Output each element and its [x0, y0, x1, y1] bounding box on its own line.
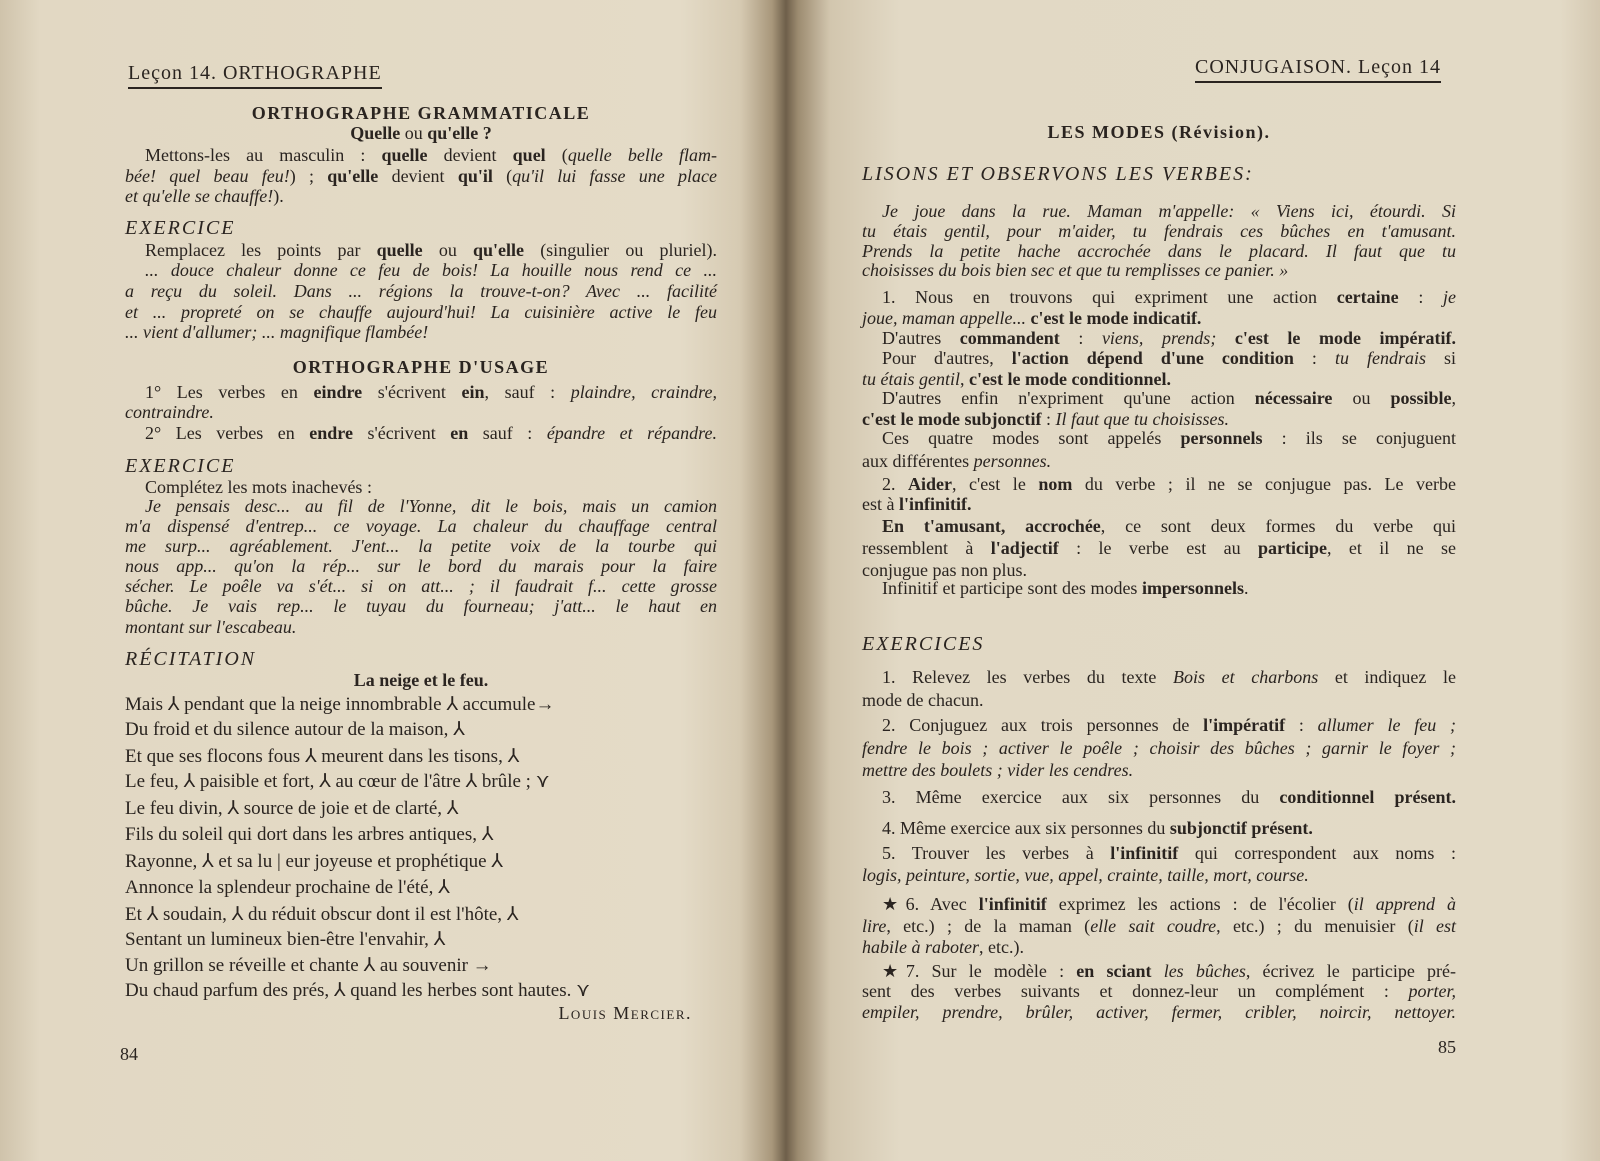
left-text-line [125, 280, 717, 302]
right-text-line [862, 121, 1456, 143]
text-run: l'action dépend d'une condition [1011, 348, 1294, 368]
text-run: Quelle [350, 123, 401, 143]
text-run: nous app... qu'on la rép... sur le bord du marais pour la faire [125, 556, 717, 576]
text-run: quelle [381, 145, 428, 165]
text-run: Le feu divin, ⅄ source de joie et de clarté, ⅄ [125, 798, 459, 819]
right-page-number: 85 [1438, 1037, 1456, 1057]
text-run: eindre [313, 382, 363, 402]
text-run: l'adjectif [990, 538, 1059, 558]
left-text-line [125, 929, 717, 951]
text-run: EXERCICE [125, 217, 236, 239]
left-text-line [125, 239, 717, 261]
text-run: possible [1390, 388, 1452, 408]
right-text-line [862, 327, 1456, 349]
text-run: devient [427, 145, 513, 165]
text-run: ( [492, 166, 513, 186]
text-run: D'autres enfin n'expriment qu'une action [882, 388, 1255, 408]
text-run: qu'elle [473, 240, 525, 260]
text-run: , ce sont deux formes du verbe qui [1100, 516, 1456, 536]
left-text-line [125, 669, 717, 691]
text-run: aux différentes [862, 451, 974, 471]
left-text-line [125, 495, 717, 517]
text-run: 2. [882, 474, 909, 494]
text-run: Infinitif et participe sont des modes [882, 578, 1142, 598]
left-text-line [125, 102, 717, 124]
text-run: , sauf : [484, 382, 571, 402]
text-run: qu'il lui fasse une place [512, 166, 717, 186]
left-text-line [125, 401, 717, 423]
text-run: ou [400, 123, 428, 143]
text-run: , écrivez le participe pré- [1245, 961, 1457, 981]
left-text-line [125, 1002, 717, 1024]
left-text-line [125, 217, 717, 239]
left-text-line [125, 185, 717, 207]
text-run: : [1041, 409, 1056, 429]
left-text-line [125, 356, 717, 378]
text-run: Rayonne, ⅄ et sa lu | eur joyeuse et prophétique ⅄ [125, 851, 503, 872]
text-run: D'autres [882, 328, 960, 348]
text-run: a reçu du soleil. Dans ... régions la trouve-t-on? Avec ... facilité [125, 281, 717, 301]
text-run: , [960, 369, 969, 389]
text-run: mettre des boulets ; vider les cendres. [862, 760, 1134, 780]
text-run: ORTHOGRAPHE D'USAGE [292, 357, 550, 377]
text-run: 4. Même exercice aux six personnes du [882, 818, 1170, 838]
text-run: RÉCITATION [125, 648, 257, 670]
left-text-line [125, 980, 717, 1002]
text-run: m'a dispensé d'entrep... ce voyage. La chaleur du chauffage central [125, 516, 717, 536]
left-text-line [125, 746, 717, 768]
text-run: exprimez les actions : de l'écolier ( [1046, 894, 1354, 914]
text-run: si [1425, 348, 1456, 368]
text-run: Pour d'autres, [882, 348, 1012, 368]
text-run: les bûches [1163, 961, 1246, 981]
text-run: s'écrivent [362, 382, 462, 402]
left-text-line [125, 955, 717, 977]
text-run: Annonce la splendeur prochaine de l'été, ⅄ [125, 877, 450, 898]
right-text-line [862, 537, 1456, 559]
left-text-line [125, 122, 717, 144]
right-text-line [862, 737, 1456, 759]
text-run: en [450, 423, 469, 443]
right-text-line [862, 759, 1456, 781]
right-text-line [862, 842, 1456, 864]
text-run: il est [1413, 916, 1457, 936]
right-text-line [862, 286, 1456, 308]
text-run: , [1451, 388, 1457, 408]
right-text-line [862, 817, 1456, 839]
text-run: du verbe ; il ne se conjugue pas. Le verbe [1072, 474, 1457, 494]
text-run: l'infinitif. [898, 494, 972, 514]
text-run: LES MODES (Révision). [1047, 122, 1271, 142]
text-run: Du chaud parfum des prés, ⅄ quand les herbes sont hautes. ⋎ [125, 980, 591, 1001]
text-run: 1. Relevez les verbes du texte [882, 667, 1174, 687]
text-run: ★6. Avec [882, 894, 979, 914]
right-page-header: CONJUGAISON. Leçon 14 [1195, 56, 1441, 83]
right-text-line [862, 473, 1456, 495]
right-text-line [862, 220, 1456, 242]
text-run: elle sait coudre [1090, 916, 1217, 936]
text-run: 2° Les verbes en [145, 423, 310, 443]
text-run: il apprend à [1353, 894, 1456, 914]
text-run: impersonnels [1141, 578, 1244, 598]
text-run: ou [1332, 388, 1391, 408]
text-run: : [1398, 287, 1443, 307]
left-text-line [125, 165, 717, 187]
text-run: certaine [1336, 287, 1399, 307]
text-run: s'écrivent [352, 423, 451, 443]
text-run: ressemblent à [862, 538, 991, 558]
text-run: ou [422, 240, 473, 260]
text-run: Il faut que tu choisisses. [1055, 409, 1229, 429]
text-run: habile à raboter [862, 937, 979, 957]
text-run: En t'amusant, accrochée [882, 516, 1101, 536]
text-run: commandent [959, 328, 1060, 348]
text-run: l'impératif [1203, 715, 1286, 735]
text-run: Mettons-les au masculin : [145, 145, 382, 165]
right-text-line [862, 515, 1456, 537]
text-run: bée! quel beau feu! [125, 166, 290, 186]
left-text-line [125, 555, 717, 577]
text-run: Mais ⅄ pendant que la neige innombrable ⅄ accumule→ [125, 694, 555, 715]
right-text-line [862, 915, 1456, 937]
text-run: devient [378, 166, 458, 186]
text-run: Louis Mercier. [558, 1003, 692, 1023]
right-text-line [862, 689, 1456, 711]
left-text-line [125, 144, 717, 166]
text-run: qu'elle [327, 166, 379, 186]
text-run: sent des verbes suivants et donnez-leur un complément : [862, 981, 1409, 1001]
left-text-line [125, 616, 717, 638]
left-page-header: Leçon 14. ORTHOGRAPHE [128, 62, 382, 89]
text-run: en sciant [1076, 961, 1152, 981]
text-run: Remplacez les points par [145, 240, 377, 260]
right-text-line [862, 259, 1456, 281]
text-run: Je joue dans la rue. Maman m'appelle: « Viens ici, étourdi. Si [882, 201, 1456, 221]
right-text-line [862, 864, 1456, 886]
text-run: Sentant un lumineux bien-être l'envahir, ⅄ [125, 929, 446, 950]
text-run: quel [512, 145, 546, 165]
text-run: ★7. Sur le modèle : [882, 961, 1077, 981]
text-run: l'infinitif [1110, 843, 1179, 863]
text-run: Un grillon se réveille et chante ⅄ au souvenir → [125, 955, 492, 976]
right-text-line [862, 1001, 1456, 1023]
text-run: porter, [1408, 981, 1456, 1001]
text-run: Prends la petite hache accrochée dans le placard. Il faut que tu [862, 241, 1456, 261]
text-run: . [1243, 578, 1249, 598]
right-text-line [862, 714, 1456, 736]
text-run: et indiquez le [1318, 667, 1456, 687]
text-run: et qu'elle se chauffe! [125, 186, 274, 206]
right-text-line [862, 450, 1456, 472]
text-run: quelle [376, 240, 423, 260]
left-page [125, 0, 717, 1161]
text-run: : [1285, 715, 1318, 735]
right-text-line [862, 633, 1456, 655]
text-run: 1° Les verbes en [145, 382, 314, 402]
left-text-line [125, 719, 717, 741]
text-run: , etc.) ; du menuisier ( [1216, 916, 1414, 936]
text-run: endre [309, 423, 353, 443]
right-text-line [862, 347, 1456, 369]
left-text-line [125, 694, 717, 716]
right-text-line [862, 163, 1456, 185]
text-run: tu étais gentil, pour m'aider, tu fendrais ces bûches en t'amusant. [862, 221, 1456, 241]
text-run: sécher. Le poêle va s'ét... si on att... ; il faudrait f... cette grosse [125, 576, 717, 596]
right-text-line [862, 936, 1456, 958]
right-text-line [862, 786, 1456, 808]
text-run: , c'est le [952, 474, 1039, 494]
text-run: , et il ne se [1326, 538, 1456, 558]
text-run: ein [461, 382, 485, 402]
text-run: tu étais gentil [862, 369, 960, 389]
left-text-line [125, 798, 717, 820]
right-text-line [862, 893, 1456, 915]
text-run: est à [862, 494, 899, 514]
text-run: La neige et le feu. [353, 670, 489, 690]
text-run: tu fendrais [1334, 348, 1426, 368]
text-run: 3. Même exercice aux six personnes du [882, 787, 1280, 807]
text-run: Et que ses flocons fous ⅄ meurent dans les tisons, ⅄ [125, 746, 520, 767]
text-run: empiler, prendre, brûler, activer, fermer, cribler, noircir, nettoyer. [862, 1002, 1456, 1022]
text-run: c'est le mode conditionnel. [969, 369, 1171, 389]
text-run: quelle belle flam- [567, 145, 718, 165]
text-run: 2. Conjuguez aux trois personnes de [882, 715, 1204, 735]
right-text-line [862, 200, 1456, 222]
text-run: EXERCICES [862, 633, 985, 655]
text-run: 1. Nous en trouvons qui expriment une action [882, 287, 1337, 307]
left-text-line [125, 381, 717, 403]
text-run [1151, 961, 1163, 981]
text-run: c'est le mode indicatif. [1025, 308, 1202, 328]
text-run: contraindre. [125, 402, 214, 422]
text-run: et ... propreté on se chauffe aujourd'hui! La cuisinière active le feu [125, 302, 717, 322]
left-text-line [125, 824, 717, 846]
left-text-line [125, 515, 717, 537]
text-run: Aider [908, 474, 953, 494]
text-run: conjugue pas non plus. [862, 560, 1027, 580]
text-run: EXERCICE [125, 455, 236, 477]
text-run: qu'il [457, 166, 493, 186]
text-run: : le verbe est au [1058, 538, 1258, 558]
text-run: : [1293, 348, 1335, 368]
left-text-line [125, 321, 717, 343]
text-run: Complétez les mots inachevés : [145, 477, 372, 497]
text-run: c'est le mode subjonctif [862, 409, 1042, 429]
text-run: sauf : [468, 423, 547, 443]
left-text-line [125, 904, 717, 926]
text-run: logis, peinture, sortie, vue, appel, crainte, taille, mort, course. [862, 865, 1309, 885]
text-run: Le feu, ⅄ paisible et fort, ⅄ au cœur de l'âtre ⅄ brûle ; ⋎ [125, 771, 550, 792]
right-text-line [862, 427, 1456, 449]
left-text-line [125, 771, 717, 793]
text-run: ... vient d'allumer; ... magnifique flambée! [125, 322, 429, 342]
text-run: l'infinitif [978, 894, 1047, 914]
text-run: : ils se conjuguent [1262, 428, 1456, 448]
text-run: joue, maman appelle... [862, 308, 1026, 328]
text-run: Bois et charbons [1173, 667, 1319, 687]
text-run: lire [862, 916, 887, 936]
text-run: participe [1257, 538, 1327, 558]
left-text-line [125, 455, 717, 477]
right-text-line [862, 666, 1456, 688]
left-text-line [125, 595, 717, 617]
text-run: ) ; [289, 166, 328, 186]
text-run: épandre et répandre. [546, 423, 717, 443]
text-run: subjonctif présent. [1169, 818, 1313, 838]
left-page-number: 84 [120, 1044, 138, 1064]
text-run: (singulier ou pluriel). [524, 240, 717, 260]
text-run: 5. Trouver les verbes à [882, 843, 1111, 863]
text-run: qu'elle ? [427, 123, 492, 143]
text-run: choisisses du bois bien sec et que tu remplisses ce panier. » [862, 260, 1289, 280]
left-text-line [125, 575, 717, 597]
right-text-line [862, 387, 1456, 409]
left-text-line [125, 301, 717, 323]
right-page [862, 0, 1456, 1161]
text-run: ORTHOGRAPHE GRAMMATICALE [251, 103, 591, 123]
left-text-line [125, 535, 717, 557]
text-run: qui correspondent aux noms : [1178, 843, 1456, 863]
right-text-line [862, 493, 1456, 515]
text-run: nécessaire [1254, 388, 1333, 408]
left-text-line [125, 648, 717, 670]
text-run: bûche. Je vais rep... le tuyau du fourneau; j'att... le haut en [125, 596, 717, 616]
right-text-line [862, 960, 1456, 982]
text-run: viens, prends; [1101, 328, 1217, 348]
text-run: allumer le feu ; [1317, 715, 1456, 735]
text-run: , etc.). [979, 937, 1024, 957]
text-run: ... douce chaleur donne ce feu de bois! La houille nous rend ce ... [145, 260, 717, 280]
text-run: ). [273, 186, 284, 206]
text-run: Fils du soleil qui dort dans les arbres antiques, ⅄ [125, 824, 494, 845]
text-run: Du froid et du silence autour de la maison, ⅄ [125, 719, 465, 740]
text-run: LISONS ET OBSERVONS LES VERBES: [862, 163, 1254, 185]
text-run: nom [1038, 474, 1073, 494]
right-text-line [862, 307, 1456, 329]
text-run: Et ⅄ soudain, ⅄ du réduit obscur dont il est l'hôte, ⅄ [125, 904, 519, 925]
text-run: conditionnel présent. [1279, 787, 1457, 807]
right-text-line [862, 577, 1456, 599]
text-run: ( [545, 145, 568, 165]
text-run: , etc.) ; de la maman ( [886, 916, 1091, 936]
right-text-line [862, 980, 1456, 1002]
text-run: Ces quatre modes sont appelés [882, 428, 1181, 448]
left-text-line [125, 877, 717, 899]
text-run: c'est le mode impératif. [1216, 328, 1456, 348]
text-run: : [1059, 328, 1102, 348]
text-run: personnes. [973, 451, 1052, 471]
text-run: fendre le bois ; activer le poêle ; choisir des bûches ; garnir le foyer ; [862, 738, 1456, 758]
left-text-line [125, 851, 717, 873]
left-text-line [125, 422, 717, 444]
text-run: Je pensais desc... au fil de l'Yonne, dit le bois, mais un camion [145, 496, 717, 516]
text-run: mode de chacun. [862, 690, 984, 710]
text-run: personnels [1180, 428, 1263, 448]
text-run: je [1443, 287, 1456, 307]
left-text-line [125, 259, 717, 281]
text-run: me surp... agréablement. J'ent... la petite voix de la tourbe qui [125, 536, 717, 556]
text-run: plaindre, craindre, [570, 382, 717, 402]
text-run: montant sur l'escabeau. [125, 617, 297, 637]
